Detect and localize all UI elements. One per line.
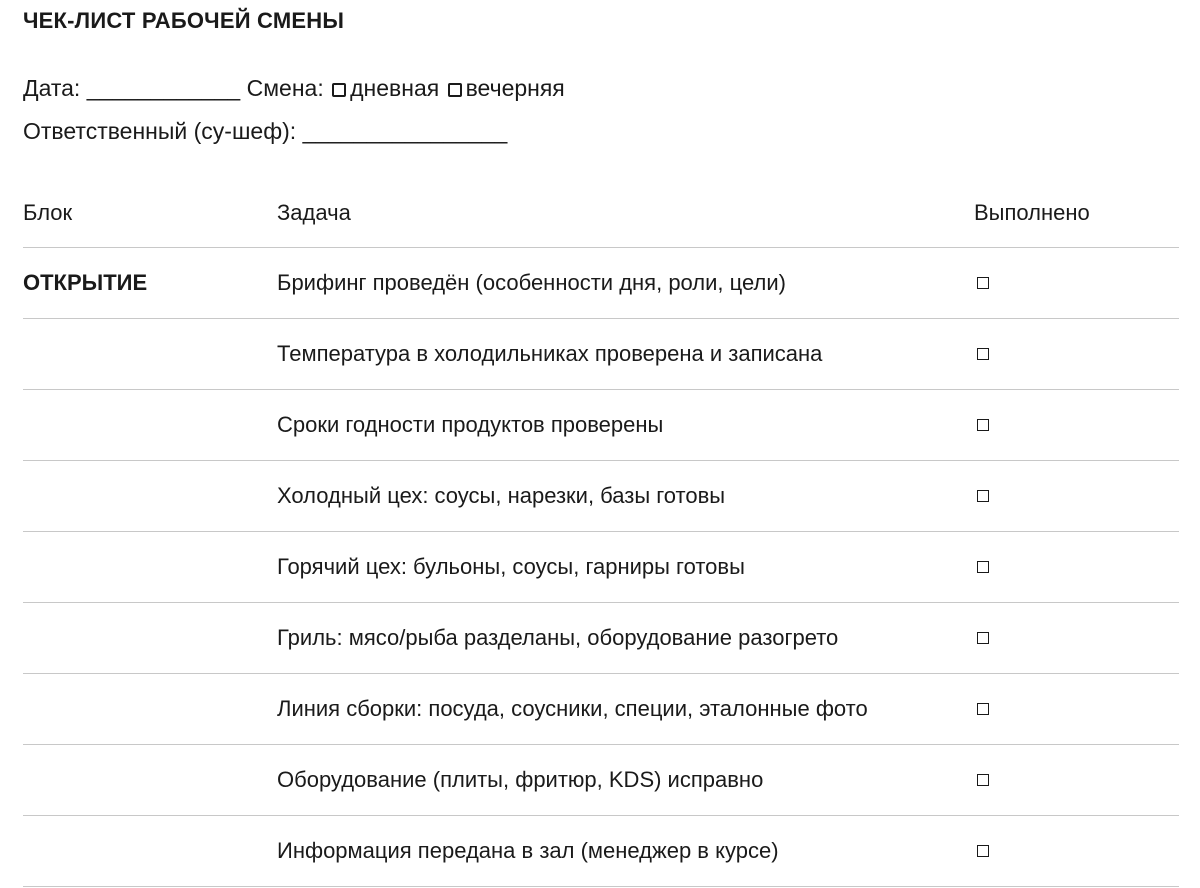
table-row xyxy=(23,532,1179,603)
done-checkbox[interactable] xyxy=(977,632,989,644)
row-done-cell xyxy=(974,390,1174,460)
document-title: ЧЕК-ЛИСТ РАБОЧЕЙ СМЕНЫ xyxy=(23,8,345,33)
shift-day-label: дневная xyxy=(350,75,440,101)
responsible-label: Ответственный (су-шеф): xyxy=(23,118,297,144)
row-task: Брифинг проведён (особенности дня, роли, цели) xyxy=(277,270,786,295)
row-task: Информация передана в зал (менеджер в курсе) xyxy=(277,838,779,863)
done-checkbox[interactable] xyxy=(977,561,989,573)
shift-evening-checkbox[interactable] xyxy=(448,83,462,97)
row-done-cell xyxy=(974,248,1174,318)
table-row xyxy=(23,319,1179,390)
row-block xyxy=(23,816,273,886)
row-task: Оборудование (плиты, фритюр, KDS) исправно xyxy=(277,767,764,792)
table-row xyxy=(23,603,1179,674)
done-checkbox[interactable] xyxy=(977,490,989,502)
done-checkbox[interactable] xyxy=(977,774,989,786)
row-done-cell xyxy=(974,319,1174,389)
table-row xyxy=(23,674,1179,745)
row-done-cell xyxy=(974,745,1174,815)
row-block xyxy=(23,745,273,815)
row-done-cell xyxy=(974,674,1174,744)
shift-evening-label: вечерняя xyxy=(465,75,565,101)
table-row xyxy=(23,248,1179,319)
row-task: Холодный цех: соусы, нарезки, базы готовы xyxy=(277,483,726,508)
row-block xyxy=(23,390,273,460)
row-task: Сроки годности продуктов проверены xyxy=(277,412,664,437)
row-block xyxy=(23,319,273,389)
table-row xyxy=(23,390,1179,461)
table-row xyxy=(23,461,1179,532)
row-done-cell xyxy=(974,461,1174,531)
shift-day-checkbox[interactable] xyxy=(332,83,346,97)
done-checkbox[interactable] xyxy=(977,348,989,360)
row-task: Температура в холодильниках проверена и записана xyxy=(277,341,823,366)
date-shift-line xyxy=(23,75,565,102)
row-done-cell xyxy=(974,603,1174,673)
row-task: Гриль: мясо/рыба разделаны, оборудование разогрето xyxy=(277,625,839,650)
row-block xyxy=(23,603,273,673)
row-done-cell xyxy=(974,816,1174,886)
row-block xyxy=(23,461,273,531)
header-done: Выполнено xyxy=(974,200,1090,225)
table-row xyxy=(23,745,1179,816)
row-task: Линия сборки: посуда, соусники, специи, эталонные фото xyxy=(277,696,868,721)
checklist-table xyxy=(23,176,1179,887)
responsible-line xyxy=(23,118,507,145)
row-block xyxy=(23,674,273,744)
date-label: Дата: xyxy=(23,75,81,101)
row-done-cell xyxy=(974,532,1174,602)
header-block: Блок xyxy=(23,200,73,225)
done-checkbox[interactable] xyxy=(977,419,989,431)
table-header xyxy=(23,176,1179,248)
row-block: ОТКРЫТИЕ xyxy=(23,270,148,295)
table-body xyxy=(23,248,1179,887)
done-checkbox[interactable] xyxy=(977,845,989,857)
date-field[interactable]: ____________ xyxy=(86,75,241,101)
table-row xyxy=(23,816,1179,887)
row-block xyxy=(23,532,273,602)
header-task: Задача xyxy=(277,200,351,225)
done-checkbox[interactable] xyxy=(977,703,989,715)
responsible-field[interactable]: ________________ xyxy=(302,118,508,144)
row-task: Горячий цех: бульоны, соусы, гарниры готовы xyxy=(277,554,745,579)
done-checkbox[interactable] xyxy=(977,277,989,289)
shift-label: Смена: xyxy=(246,75,324,101)
